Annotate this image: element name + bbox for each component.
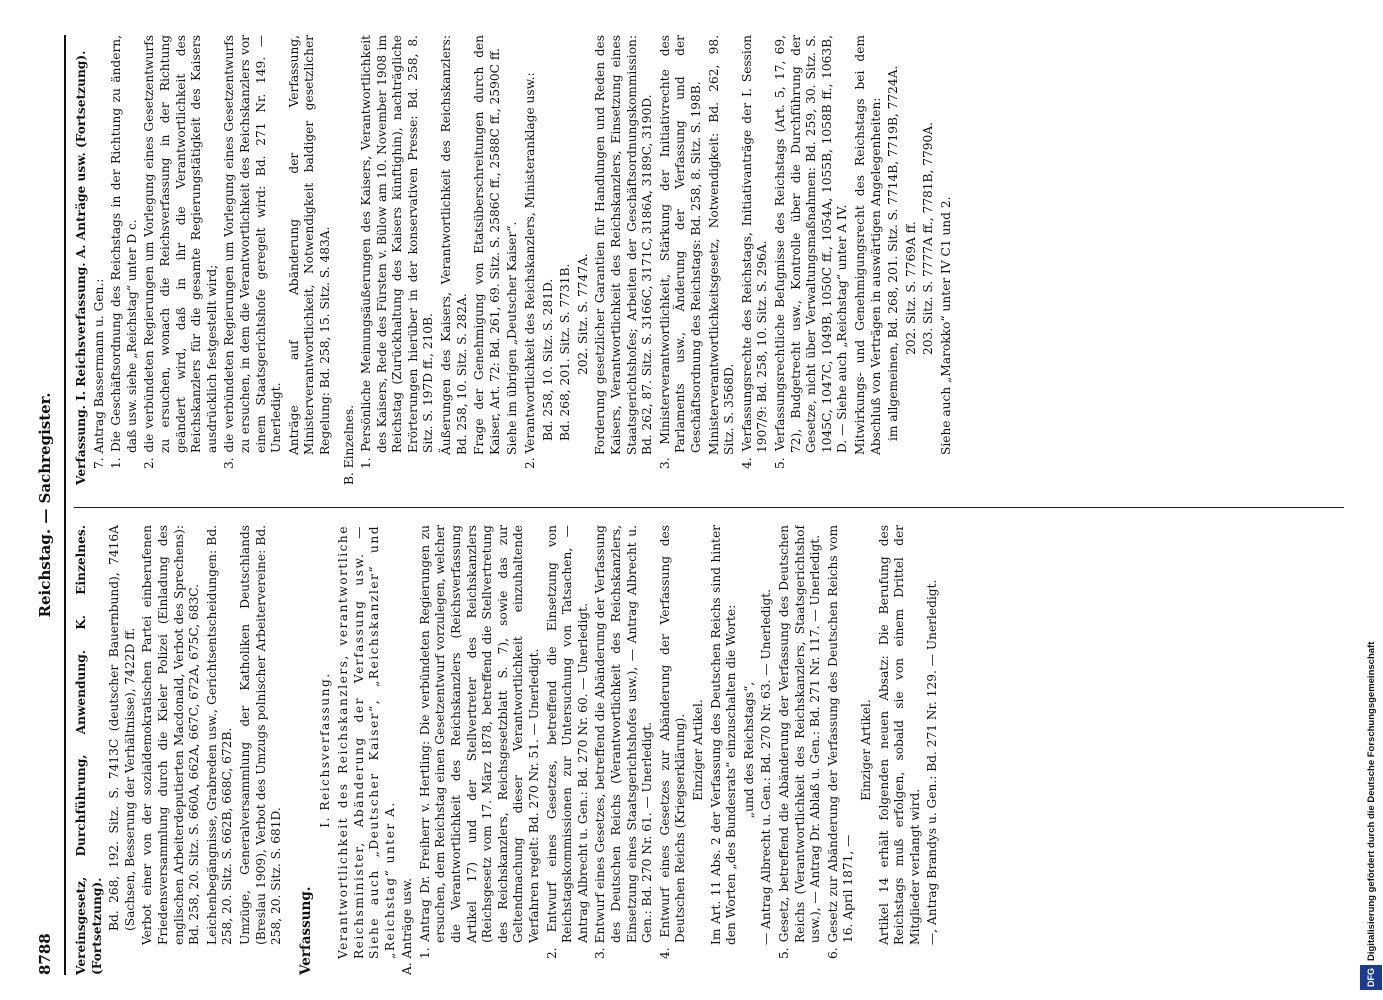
- entry-item: 6. Gesetz zur Abänderung der Verfassung des Deutschen Reichs vom 16. April 1871, —: [825, 525, 856, 959]
- article-title: Einziger Artikel.: [858, 699, 873, 801]
- entry-text: — Antrag Albrecht u. Gen.: Bd. 270 Nr. 63. — Unerledigt.: [759, 588, 774, 945]
- entry-item: 4. Entwurf eines Gesetzes zur Abänderung der Verfassung des Deutschen Reichs (Kriegserklärung).: [657, 525, 688, 959]
- entry-item: 4. Verfassungsrechte des Reichstags, Initiativanträge der I. Session 1907/9: Bd. 258, 10. Sitz. S. 296A.: [739, 35, 770, 469]
- funding-text: Digitalisierung gefördert durch die Deutsche Forschungsgemeinschaft: [1366, 641, 1377, 961]
- entry-text: Frage der Genehmigung von Etatsüberschreitungen durch den Kaiser, Art. 72: Bd. 261, 69. Sitz. S. 2586C ff., 2588C ff., 2590C ff.: [472, 35, 502, 455]
- left-column: [74, 525, 1324, 975]
- entry-item: 2. Entwurf eines Gesetzes, betreffend die Einsetzung von Reichstagskommissionen zur Untersuchung von Tatsachen, — Antrag Albrecht u. Gen.: Bd. 270 Nr. 60. — Unerledigt.: [544, 525, 590, 959]
- entry-text: Bd. 268, 192. Sitz. S. 7413C (deutscher Bauernbund), 7416A (Sachsen, Besserung der Verhältnisse), 7422D ff.: [107, 525, 137, 931]
- entry-item: 3. Ministerverantwortlichkeit, Stärkung der Initiativrechte des Parlaments usw., Änderung der Verfassung und der Geschäftsordnung des Reichstags: Bd. 258, 8. Sitz. S. 198B.: [657, 35, 703, 469]
- running-title: Reichstag. — Sachregister.: [36, 392, 54, 618]
- funding-stamp: [1358, 0, 1380, 1000]
- entry-item: 2. die verbündeten Regierungen um Vorlegung eines Gesetzentwurfs zu ersuchen, wonach die Reichsverfassung in der Richtung geändert wird, daß in ihr die Verantwortlichkeit des Reichskanzlers für die gesamte Regierungstätigkeit des Kaisers ausdrücklich festgestellt wird;: [142, 35, 219, 469]
- entry-text: Im Art. 11 Abs. 2 der Verfassung des Deutschen Reichs sind hinter den Worten „des Bundesrats“ einzuschalten die Worte:: [708, 525, 739, 945]
- entry-text: Siehe im übrigen „Deutscher Kaiser“.: [505, 221, 520, 455]
- quoted-text: „und des Reichstags“,: [741, 681, 756, 819]
- column-divider: [74, 507, 1344, 508]
- entry-text: Bd. 258, 10. Sitz. S. 281D.: [540, 278, 555, 441]
- vereinsgesetz-heading: Vereinsgesetz, Durchführung, Anwendung. K. Einzelnes. (Fortsetzung).: [74, 525, 104, 975]
- article-title: Einziger Artikel.: [690, 699, 705, 801]
- entry-text: Verantwortlichkeit des Reichskanzlers, verantwortliche Reichsminister, Abänderung der Verfassung usw. — Siehe auch „Deutscher Kaiser“, „Reichskanzler“ und „Reichstag“ unter A.: [335, 525, 397, 959]
- verfassung-heading: Verfassung.: [297, 886, 314, 975]
- subsection-title: B. Einzelnes.: [341, 404, 356, 485]
- entry-text: Äußerungen des Kaisers, Verantwortlichkeit des Reichskanzlers: Bd. 258, 10. Sitz. S. 282A.: [439, 35, 469, 455]
- subsection-title: I. Reichsverfassung.: [318, 672, 333, 828]
- entry-text: 203. Sitz. S. 7777A ff., 7781B, 7790A.: [921, 122, 936, 355]
- entry-text: Artikel 14 erhält folgenden neuen Absatz: Die Berufung des Reichstags muß erfolgen, sobald sie von einem Drittel der Mitglieder verlangt wird.: [876, 525, 922, 945]
- entry-text: Siehe auch „Marokko“ unter IV C1 und 2.: [938, 196, 953, 455]
- entry-text: Verbot einer von der sozialdemokratischen Partei einberufenen Friedensversammlung durch die Kieler Polizei (Einladung des englischen Arbeiterdeputierten Macdonald, Verbot des Sprechens): Bd. 258, 20. Sitz. S. 660A, 662A, 667C, 672A, 675C, 683C.: [140, 525, 202, 945]
- entry-item: 5. Gesetz, betreffend die Abänderung der Verfassung des Deutschen Reichs (Verantwortlichkeit des Reichskanzlers, Staatsgerichtshof usw.), — Antrag Dr. Ablaß u. Gen.: Bd. 271 Nr. 117. — Unerledigt.: [776, 525, 823, 959]
- entry-item: 7. Antrag Bassermann u. Gen.:: [91, 278, 106, 469]
- entry-text: Mitwirkungs- und Genehmigungsrecht des Reichstags bei dem Abschluß von Verträgen in auswärtigen Angelegenheiten:: [852, 35, 883, 455]
- entry-text: Umzüge, Generalversammlung der Katholiken Deutschlands (Breslau 1909), Verbot des Umzugs polnischer Arbeitervereine: Bd. 258, 20. Sitz. S. 681D.: [237, 525, 284, 945]
- entry-text: Leichenbegängnisse, Grabreden usw., Gerichtsentscheidungen: Bd. 258, 20. Sitz. S. 662B, 668C, 672B.: [204, 525, 235, 945]
- verfassung-continued-heading: Verfassung. I. Reichsverfassung. A. Anträge usw. (Fortsetzung).: [74, 50, 88, 485]
- dfg-logo: DFG: [1360, 965, 1382, 990]
- entry-item: 1. Die Geschäftsordnung des Reichstags in der Richtung zu ändern, daß usw. siehe „Reichstag“ unter D c.: [109, 35, 139, 469]
- right-column: [74, 35, 1324, 485]
- entry-text: im allgemeinen, Bd. 268, 201. Sitz. S. 7714B, 7719B, 7724A.: [886, 65, 901, 441]
- entry-text: 202. Sitz. S. 7769A ff.: [903, 221, 918, 355]
- subsection-title: A. Anträge usw.: [400, 877, 415, 975]
- entry-text: 202. Sitz. S. 7747A.: [575, 253, 590, 375]
- page-header: [30, 35, 66, 975]
- entry-item: 1. Antrag Dr. Freiherr v. Hertling: Die verbündeten Regierungen zu ersuchen, dem Reichstag einen Gesetzentwurf vorzulegen, welcher die Verantwortlichkeit des Reichskanzlers (Reichsverfassung Artikel 17) und der Stellvertreter des Reichskanzlers (Reichsgesetz vom 17. März 1878, betreffend die Stellvertretung des Reichskanzlers, Reichsgesetzblatt S. 7), sowie das zur Geltendmachung dieser Verantwortlichkeit einzuhaltende Verfahren regelt: Bd. 270 Nr. 51. — Unerledigt.: [417, 525, 542, 959]
- entry-item: 2. Verantwortlichkeit des Reichskanzlers, Ministeranklage usw.:: [523, 72, 538, 469]
- entry-text: Anträge auf Abänderung der Verfassung, Ministerverantwortlichkeit, Notwendigkeit baldiger gesetzlicher Regelung: Bd. 258, 15. Sitz. S. 483A.: [286, 35, 332, 455]
- rotated-page: [30, 25, 1360, 985]
- entry-text: Bd. 268, 201. Sitz. S. 7731B.: [558, 263, 573, 441]
- page-number: 8788: [36, 933, 54, 975]
- entry-item: 5. Verfassungsrechtliche Befugnisse des Reichstags (Art. 5, 17, 69, 72), Budgetrecht usw., Kontrolle über die Durchführung der Gesetze, nicht über Verwaltungsmaßnahmen: Bd. 259, 30. Sitz. S. 1045C, 1047C, 1049B, 1050C ff., 1054A, 1055B, 1058B ff., 1063B, D. — Siehe auch „Reichstag“ unter A IV.: [772, 35, 850, 469]
- entry-item: 3. Entwurf eines Gesetzes, betreffend die Abänderung der Verfassung des Deutschen Reichs (Verantwortlichkeit des Reichskanzlers, Einsetzung eines Staatsgerichtshofes usw.), — Antrag Albrecht u. Gen.: Bd. 270 Nr. 61. — Unerledigt.: [593, 525, 655, 959]
- entry-text: Ministerverantwortlichkeitsgesetz, Notwendigkeit: Bd. 262, 98. Sitz. S. 3568D.: [706, 35, 737, 455]
- entry-item: 3. die verbündeten Regierungen um Vorlegung eines Gesetzentwurfs zu ersuchen, in dem die Verantwortlichkeit des Reichskanzlers vor einem Staatsgerichtshofe geregelt wird: Bd. 271 Nr. 149. — Unerledigt.: [222, 35, 284, 469]
- entry-text: Forderung gesetzlicher Garantien für Handlungen und Reden des Kaisers, Verantwortlichkeit des Reichskanzlers, Einsetzung eines Staatsgerichtshofes; Arbeiten der Geschäftsordnungskommission: Bd. 262, 87. Sitz. S. 3166C, 3171C, 3186A, 3189C, 3190D.: [593, 35, 655, 455]
- entry-item: 1. Persönliche Meinungsäußerungen des Kaisers, Verantwortlichkeit des Kaisers, Rede des Fürsten v. Bülow am 10. November 1908 im Reichstag (Zurückhaltung des Kaisers künftighin), nachträgliche Erörterungen hierüber in der konservativen Presse: Bd. 258, 8. Sitz. S. 197D ff., 210B.: [359, 35, 436, 469]
- entry-text: —, Antrag Brandys u. Gen.: Bd. 271 Nr. 129. — Unerledigt.: [925, 579, 940, 945]
